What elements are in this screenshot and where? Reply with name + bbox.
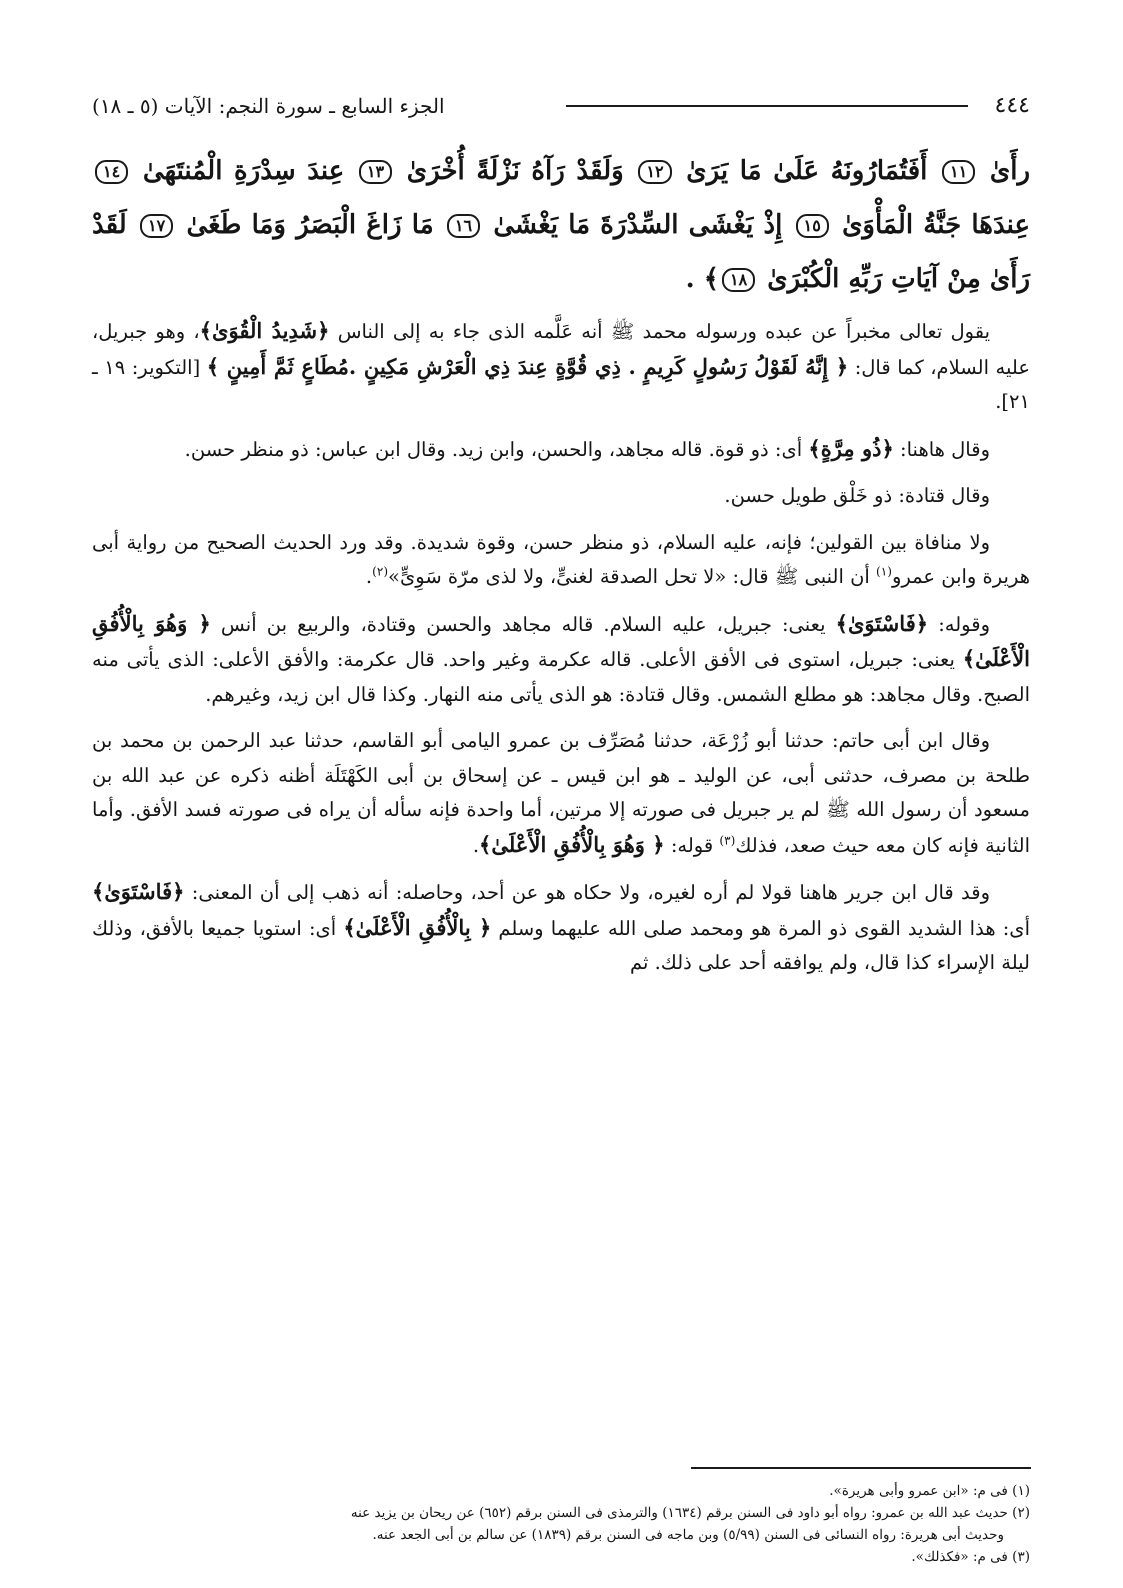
- main-text: [92, 144, 1030, 993]
- quran-quote: ﴿ وَهُوَ بِالْأُفُقِ الْأَعْلَىٰ﴾: [479, 831, 665, 857]
- footnote-ref: (٢): [372, 564, 389, 579]
- quran-quote: ﴿شَدِيدُ الْقُوَىٰ﴾: [199, 318, 330, 343]
- text-run: وقال ابن أبى حاتم: حدثنا أبو زُرْعَة، حدثنا مُصَرِّف بن عمرو اليامى أبو القاسم، حدثنا عبد الرحمن بن محمد بن طلحة بن مصرف، حدثنى أبى، عن الوليد ـ هو ابن قيس ـ عن إسحاق بن أبى الكَهْتَلَة أظنه ذكره عن عبد الله بن مسعود أن رسول الله ﷺ لم ير جبريل فى صورته إلا مرتين، أما واحدة فإنه سأله أن يراه فى صورته فسد الأفق. وأما الثانية فإنه كان معه حيث صعد، فذلك: [92, 729, 1030, 857]
- paragraph: [92, 875, 1030, 981]
- text-run: وقد قال ابن جرير هاهنا قولا لم أره لغيره، ولا حكاه هو عن أحد، وحاصله: أنه ذهب إلى أن المعنى:: [184, 881, 990, 904]
- text-run: أى: هذا الشديد القوى ذو المرة هو ومحمد صلى الله عليهما وسلم: [491, 916, 1030, 940]
- paragraph: [92, 432, 1030, 468]
- page-number: ٤٤٤: [994, 93, 1030, 118]
- paragraph: [92, 724, 1030, 863]
- quran-quote: ﴿ذُو مِرَّةٍ﴾: [808, 435, 894, 461]
- ayah-number-marker: ١٢: [638, 160, 671, 184]
- paragraph: [92, 479, 1030, 514]
- ayah-number-marker: ١٣: [359, 160, 392, 184]
- text-run: [التكوير: ١٩ ـ ٢١].: [92, 355, 1030, 413]
- ayah-number-marker: ١٤: [95, 160, 128, 184]
- ayah-number-marker: ١٨: [722, 268, 755, 292]
- footnote: وحديث أبى هريرة: رواه النسائى فى السنن (٥/٩٩) وبن ماجه فى السنن برقم (١٨٣٩) عن سالم بن أبى الجعد عنه.: [372, 1527, 1004, 1543]
- text-run: .: [472, 833, 480, 857]
- text-run: رأَىٰ: [978, 156, 1030, 186]
- text-run: قوله:: [664, 833, 720, 857]
- text-run: وقال قتادة: ذو خَلْق طويل حسن.: [724, 484, 990, 507]
- running-header: [92, 86, 1030, 126]
- quran-quote: ﴿ إِنَّهُ لَقَوْلُ رَسُولٍ كَرِيمٍ . ذِي قُوَّةٍ عِندَ ذِي الْعَرْشِ مَكِينٍ .مُطَاعٍ ثَمَّ أَمِينٍ ﴾: [206, 353, 849, 379]
- footnote-separator: [691, 1467, 1031, 1469]
- text-run: وقوله:: [928, 612, 990, 636]
- text-run: أى: ذو قوة. قاله مجاهد، والحسن، وابن زيد. وقال ابن عباس: ذو منظر حسن.: [184, 437, 809, 461]
- ayah-number-marker: ١٦: [447, 214, 480, 238]
- quran-quote: ﴿فَاسْتَوَىٰ﴾: [835, 610, 929, 636]
- footnote-ref: (١): [876, 564, 892, 579]
- text-run: أن النبى ﷺ قال: «لا تحل الصدقة لغنىٍّ، ولا لذى مرّة سَوِىٍّ»: [388, 565, 877, 588]
- footnote: (٢) حديث عبد الله بن عمرو: رواه أبو داود فى السنن برقم (١٦٣٤) والترمذى فى السنن برقم (٦٥٢) عن ريحان بن يزيد عنه: [350, 1505, 1030, 1521]
- footnote: (١) فى م: «ابن عمرو وأبى هريرة».: [829, 1483, 1030, 1499]
- text-run: يعنى: جبريل، عليه السلام. قاله مجاهد والحسن وقتادة، والربيع بن أنس: [210, 612, 836, 636]
- header-rule: [566, 105, 968, 107]
- running-title: الجزء السابع ـ سورة النجم: الآيات (٥ ـ ١٨): [92, 94, 445, 118]
- text-run: عِندَ سِدْرَةِ الْمُنتَهَىٰ: [131, 156, 356, 186]
- paragraph: [92, 607, 1030, 713]
- text-run: ﴾ .: [685, 264, 719, 294]
- ayah-number-marker: ١١: [942, 160, 975, 184]
- text-run: ولا منافاة بين القولين؛ فإنه، عليه السلام، ذو منظر حسن، وقوة شديدة. وقد ورد الحديث الصحيح من رواية أبى هريرة وابن عمرو: [92, 530, 1030, 588]
- paragraph: [92, 314, 1030, 420]
- text-run: عِندَهَا جَنَّةُ الْمَأْوَىٰ: [831, 210, 1030, 240]
- text-run: إِذْ يَغْشَى السِّدْرَةَ مَا يَغْشَىٰ: [483, 210, 793, 240]
- text-run: مَا زَاغَ الْبَصَرُ وَمَا طَغَىٰ: [176, 210, 444, 240]
- text-run: أَفَتُمَارُونَهُ عَلَىٰ مَا يَرَىٰ: [674, 156, 939, 186]
- ayah-number-marker: ١٧: [140, 214, 173, 238]
- quran-quote: ﴿ وَهُوَ بِالْأُفُقِ الْأَعْلَىٰ﴾: [92, 610, 1030, 671]
- quran-quote: ﴿فَاسْتَوَىٰ﴾: [92, 879, 185, 904]
- text-run: لَقَدْ رَأَىٰ مِنْ آيَاتِ رَبِّهِ الْكُبْرَىٰ: [92, 210, 1030, 294]
- text-run: .: [365, 565, 373, 588]
- text-run: ، وهو جبريل، عليه السلام، كما قال:: [92, 320, 1030, 379]
- text-run: يعنى: جبريل، استوى فى الأفق الأعلى. قاله عكرمة وغير واحد. قال عكرمة: والأفق الأعلى: الذى يأتى منه الصبح. وقال مجاهد: هو مطلع الشمس. وقال قتادة: هو الذى يأتى منه النهار. وكذا قال ابن زيد، وغيرهم.: [92, 648, 1030, 706]
- footnotes: [92, 1480, 1030, 1568]
- quran-quote: ﴿ بِالْأُفُقِ الْأَعْلَىٰ﴾: [343, 914, 492, 940]
- text-run: أى: استويا جميعا بالأفق، وذلك ليلة الإسراء كذا قال، ولم يوافقه أحد على ذلك. ثم: [92, 916, 1030, 974]
- text-run: يقول تعالى مخبراً عن عبده ورسوله محمد ﷺ أنه عَلَّمه الذى جاء به إلى الناس: [329, 320, 990, 343]
- ayah-number-marker: ١٥: [796, 214, 829, 238]
- verse-block: [92, 144, 1030, 306]
- text-run: وَلَقَدْ رَآهُ نَزْلَةً أُخْرَىٰ: [395, 156, 636, 186]
- text-run: وقال هاهنا:: [893, 437, 990, 461]
- paragraph: [92, 526, 1030, 595]
- footnote-ref: (٣): [719, 833, 736, 847]
- footnote: (٣) فى م: «فكذلك».: [911, 1549, 1030, 1565]
